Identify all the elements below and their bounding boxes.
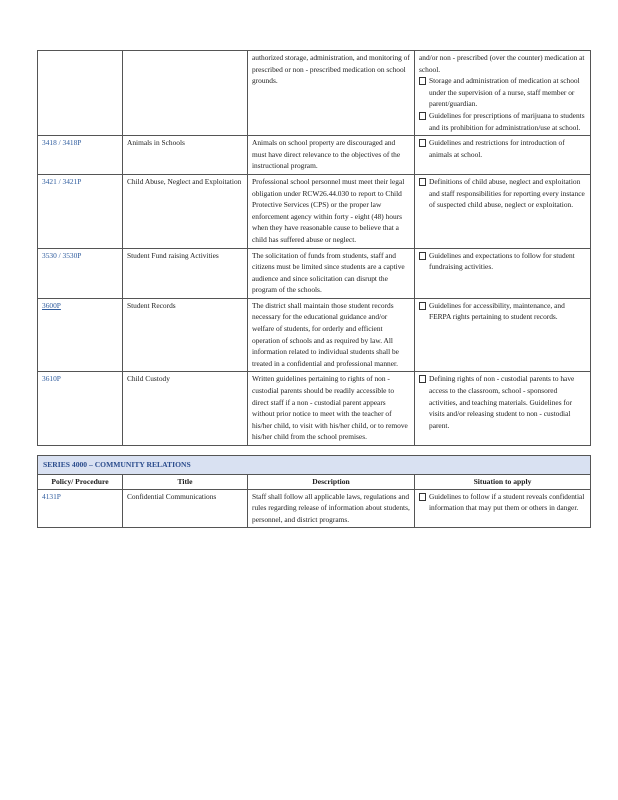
situation-item	[419, 137, 586, 160]
table-row	[38, 51, 591, 136]
situation-text: Definitions of child abuse, neglect and exploitation and staff responsibilities for reporting every instance of suspected child abuse, neglect or exploitation.	[429, 176, 585, 210]
policy-number: 4131P	[38, 489, 123, 528]
policy-number	[38, 51, 123, 136]
policy-title: Animals in Schools	[123, 136, 248, 175]
checkbox-bullet-icon	[419, 77, 426, 85]
situation-list	[415, 51, 591, 136]
policy-description: The solicitation of funds from students, staff and citizens must be limited since students are a captive audience and since solicitation can disrupt the program of the schools.	[248, 248, 415, 298]
policy-number: 3421 / 3421P	[38, 174, 123, 248]
policy-number: 3610P	[38, 372, 123, 446]
policy-number: 3418 / 3418P	[38, 136, 123, 175]
policy-number: 3530 / 3530P	[38, 248, 123, 298]
situation-list	[415, 298, 591, 372]
situation-text: Guidelines for prescriptions of marijuana to students and its prohibition for administration/use at school.	[429, 110, 585, 132]
header-situation: Situation to apply	[415, 474, 591, 489]
table-row	[38, 489, 591, 528]
checkbox-bullet-icon	[419, 375, 426, 383]
header-title: Title	[123, 474, 248, 489]
checkbox-bullet-icon	[419, 112, 426, 120]
policy-description: Written guidelines pertaining to rights of non - custodial parents should be readily accessible to direct staff if a non - custodial parent appears without prior notice to meet with the teacher of his/her child, to visit with his/her child, or to remove his/her child from the school premises.	[248, 372, 415, 446]
checkbox-bullet-icon	[419, 252, 426, 260]
series-label: SERIES 4000 – COMMUNITY RELATIONS	[38, 456, 591, 475]
situation-item	[419, 110, 586, 133]
series-header-row	[38, 456, 591, 475]
policy-description: The district shall maintain those student records necessary for the educational guidance and/or welfare of students, for orderly and efficient operation of schools and as required by law. All information related to individual students shall be treated in a confidential and professional manner.	[248, 298, 415, 372]
situation-list	[415, 248, 591, 298]
checkbox-bullet-icon	[419, 493, 426, 501]
policy-title: Student Records	[123, 298, 248, 372]
table-row	[38, 174, 591, 248]
header-description: Description	[248, 474, 415, 489]
policy-title: Student Fund raising Activities	[123, 248, 248, 298]
series-4000-section	[37, 455, 590, 528]
situation-item	[419, 300, 586, 323]
header-policy: Policy/ Procedure	[38, 474, 123, 489]
policy-number[interactable]: 3600P	[38, 298, 123, 372]
situation-text: Guidelines for accessibility, maintenance, and FERPA rights pertaining to student records.	[429, 300, 565, 322]
situation-item	[419, 75, 586, 110]
policy-description: authorized storage, administration, and monitoring of prescribed or non - prescribed medication on school grounds.	[248, 51, 415, 136]
table-row	[38, 136, 591, 175]
checkbox-bullet-icon	[419, 139, 426, 147]
policy-title: Confidential Communications	[123, 489, 248, 528]
checkbox-bullet-icon	[419, 302, 426, 310]
document-page	[37, 50, 590, 528]
table-row	[38, 372, 591, 446]
situation-list	[415, 174, 591, 248]
policy-description: Staff shall follow all applicable laws, regulations and rules regarding release of information about students, personnel, and district programs.	[248, 489, 415, 528]
table-row	[38, 298, 591, 372]
situation-item	[419, 250, 586, 273]
column-header-row	[38, 474, 591, 489]
situation-item	[419, 491, 586, 514]
policy-table-series-4000	[37, 455, 591, 528]
situation-text: Guidelines to follow if a student reveals confidential information that may put them or others in danger.	[429, 491, 585, 513]
situation-text: Storage and administration of medication at school under the supervision of a nurse, staff member or parent/guardian.	[429, 76, 580, 109]
situation-text: and/or non - prescribed (over the counter) medication at school.	[419, 53, 585, 74]
situation-item	[419, 52, 586, 75]
situation-item	[419, 176, 586, 211]
checkbox-bullet-icon	[419, 178, 426, 186]
policy-title	[123, 51, 248, 136]
situation-text: Guidelines and restrictions for introduction of animals at school.	[429, 138, 565, 159]
situation-text: Guidelines and expectations to follow for student fundraising activities.	[429, 250, 575, 272]
policy-title: Child Abuse, Neglect and Exploitation	[123, 174, 248, 248]
table-row	[38, 248, 591, 298]
situation-list	[415, 372, 591, 446]
policy-title: Child Custody	[123, 372, 248, 446]
policy-table-series-3000	[37, 50, 591, 446]
situation-list	[415, 136, 591, 175]
situation-item	[419, 373, 586, 431]
policy-description: Professional school personnel must meet their legal obligation under RCW26.44.030 to report to Child Protective Services (CPS) or the proper law enforcement agency within forty - eight (48) hours when they have reasonable cause to believe that a child has suffered abuse or neglect.	[248, 174, 415, 248]
policy-description: Animals on school property are discouraged and must have direct relevance to the objectives of the instructional program.	[248, 136, 415, 175]
situation-text: Defining rights of non - custodial parents to have access to the classroom, school - sponsored activities, and teaching materials. Guidelines for visits and/or releasing student to non - custodial parent.	[429, 374, 575, 430]
situation-list	[415, 489, 591, 528]
